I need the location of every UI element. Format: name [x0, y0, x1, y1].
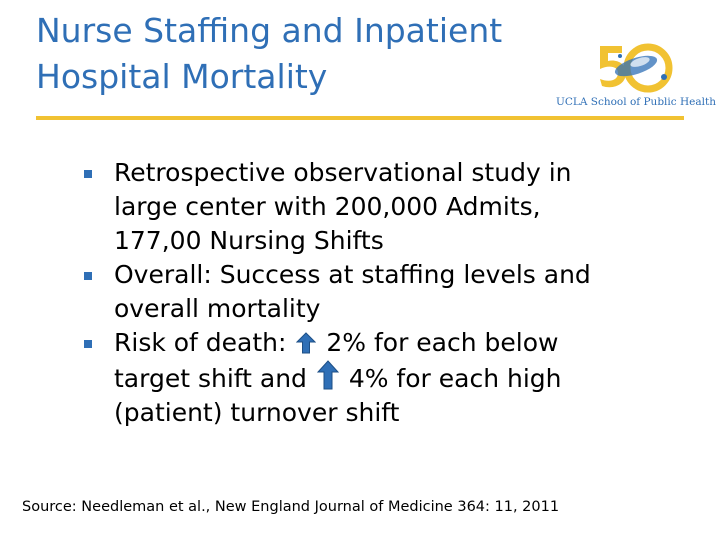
- bullet-line: (patient) turnover shift: [114, 398, 400, 427]
- bullet-square-icon: [84, 340, 92, 348]
- bullet-square-icon: [84, 170, 92, 178]
- title-divider: [36, 116, 684, 120]
- slide-title: [36, 8, 556, 100]
- logo-caption: UCLA School of Public Health: [556, 96, 716, 108]
- slide-title-line-1: Nurse Staffing and Inpatient: [36, 11, 503, 50]
- risk-text-start: Risk of death:: [114, 328, 287, 357]
- bullet-square-icon: [84, 272, 92, 280]
- ucla-logo: [556, 42, 716, 110]
- bullet-line: 177,00 Nursing Shifts: [114, 226, 384, 255]
- up-arrow-icon: [296, 332, 316, 354]
- bullet-line: [114, 326, 684, 360]
- ucla-seal-icon: [556, 42, 706, 94]
- risk-text-below-target: 2% for each below: [326, 328, 559, 357]
- bullet-line: Retrospective observational study in: [114, 158, 572, 187]
- bullet-text: [114, 326, 684, 430]
- bullet-item-study: [84, 156, 684, 258]
- slide-title-line-2: Hospital Mortality: [36, 57, 328, 96]
- bullet-item-overall: [84, 258, 684, 326]
- bullet-line: large center with 200,000 Admits,: [114, 192, 541, 221]
- up-arrow-icon: [317, 360, 339, 390]
- source-citation: Source: Needleman et al., New England Journal of Medicine 364: 11, 2011: [22, 499, 560, 515]
- bullet-line: Overall: Success at staffing levels and: [114, 260, 591, 289]
- bullet-list: [84, 156, 684, 430]
- risk-text-target-shift: target shift and: [114, 364, 307, 393]
- bullet-line: [114, 360, 684, 396]
- bullet-item-risk: [84, 326, 684, 430]
- bullet-line: overall mortality: [114, 294, 321, 323]
- bullet-text: [114, 156, 684, 258]
- bullet-text: [114, 258, 684, 326]
- risk-text-high-turnover: 4% for each high: [348, 364, 562, 393]
